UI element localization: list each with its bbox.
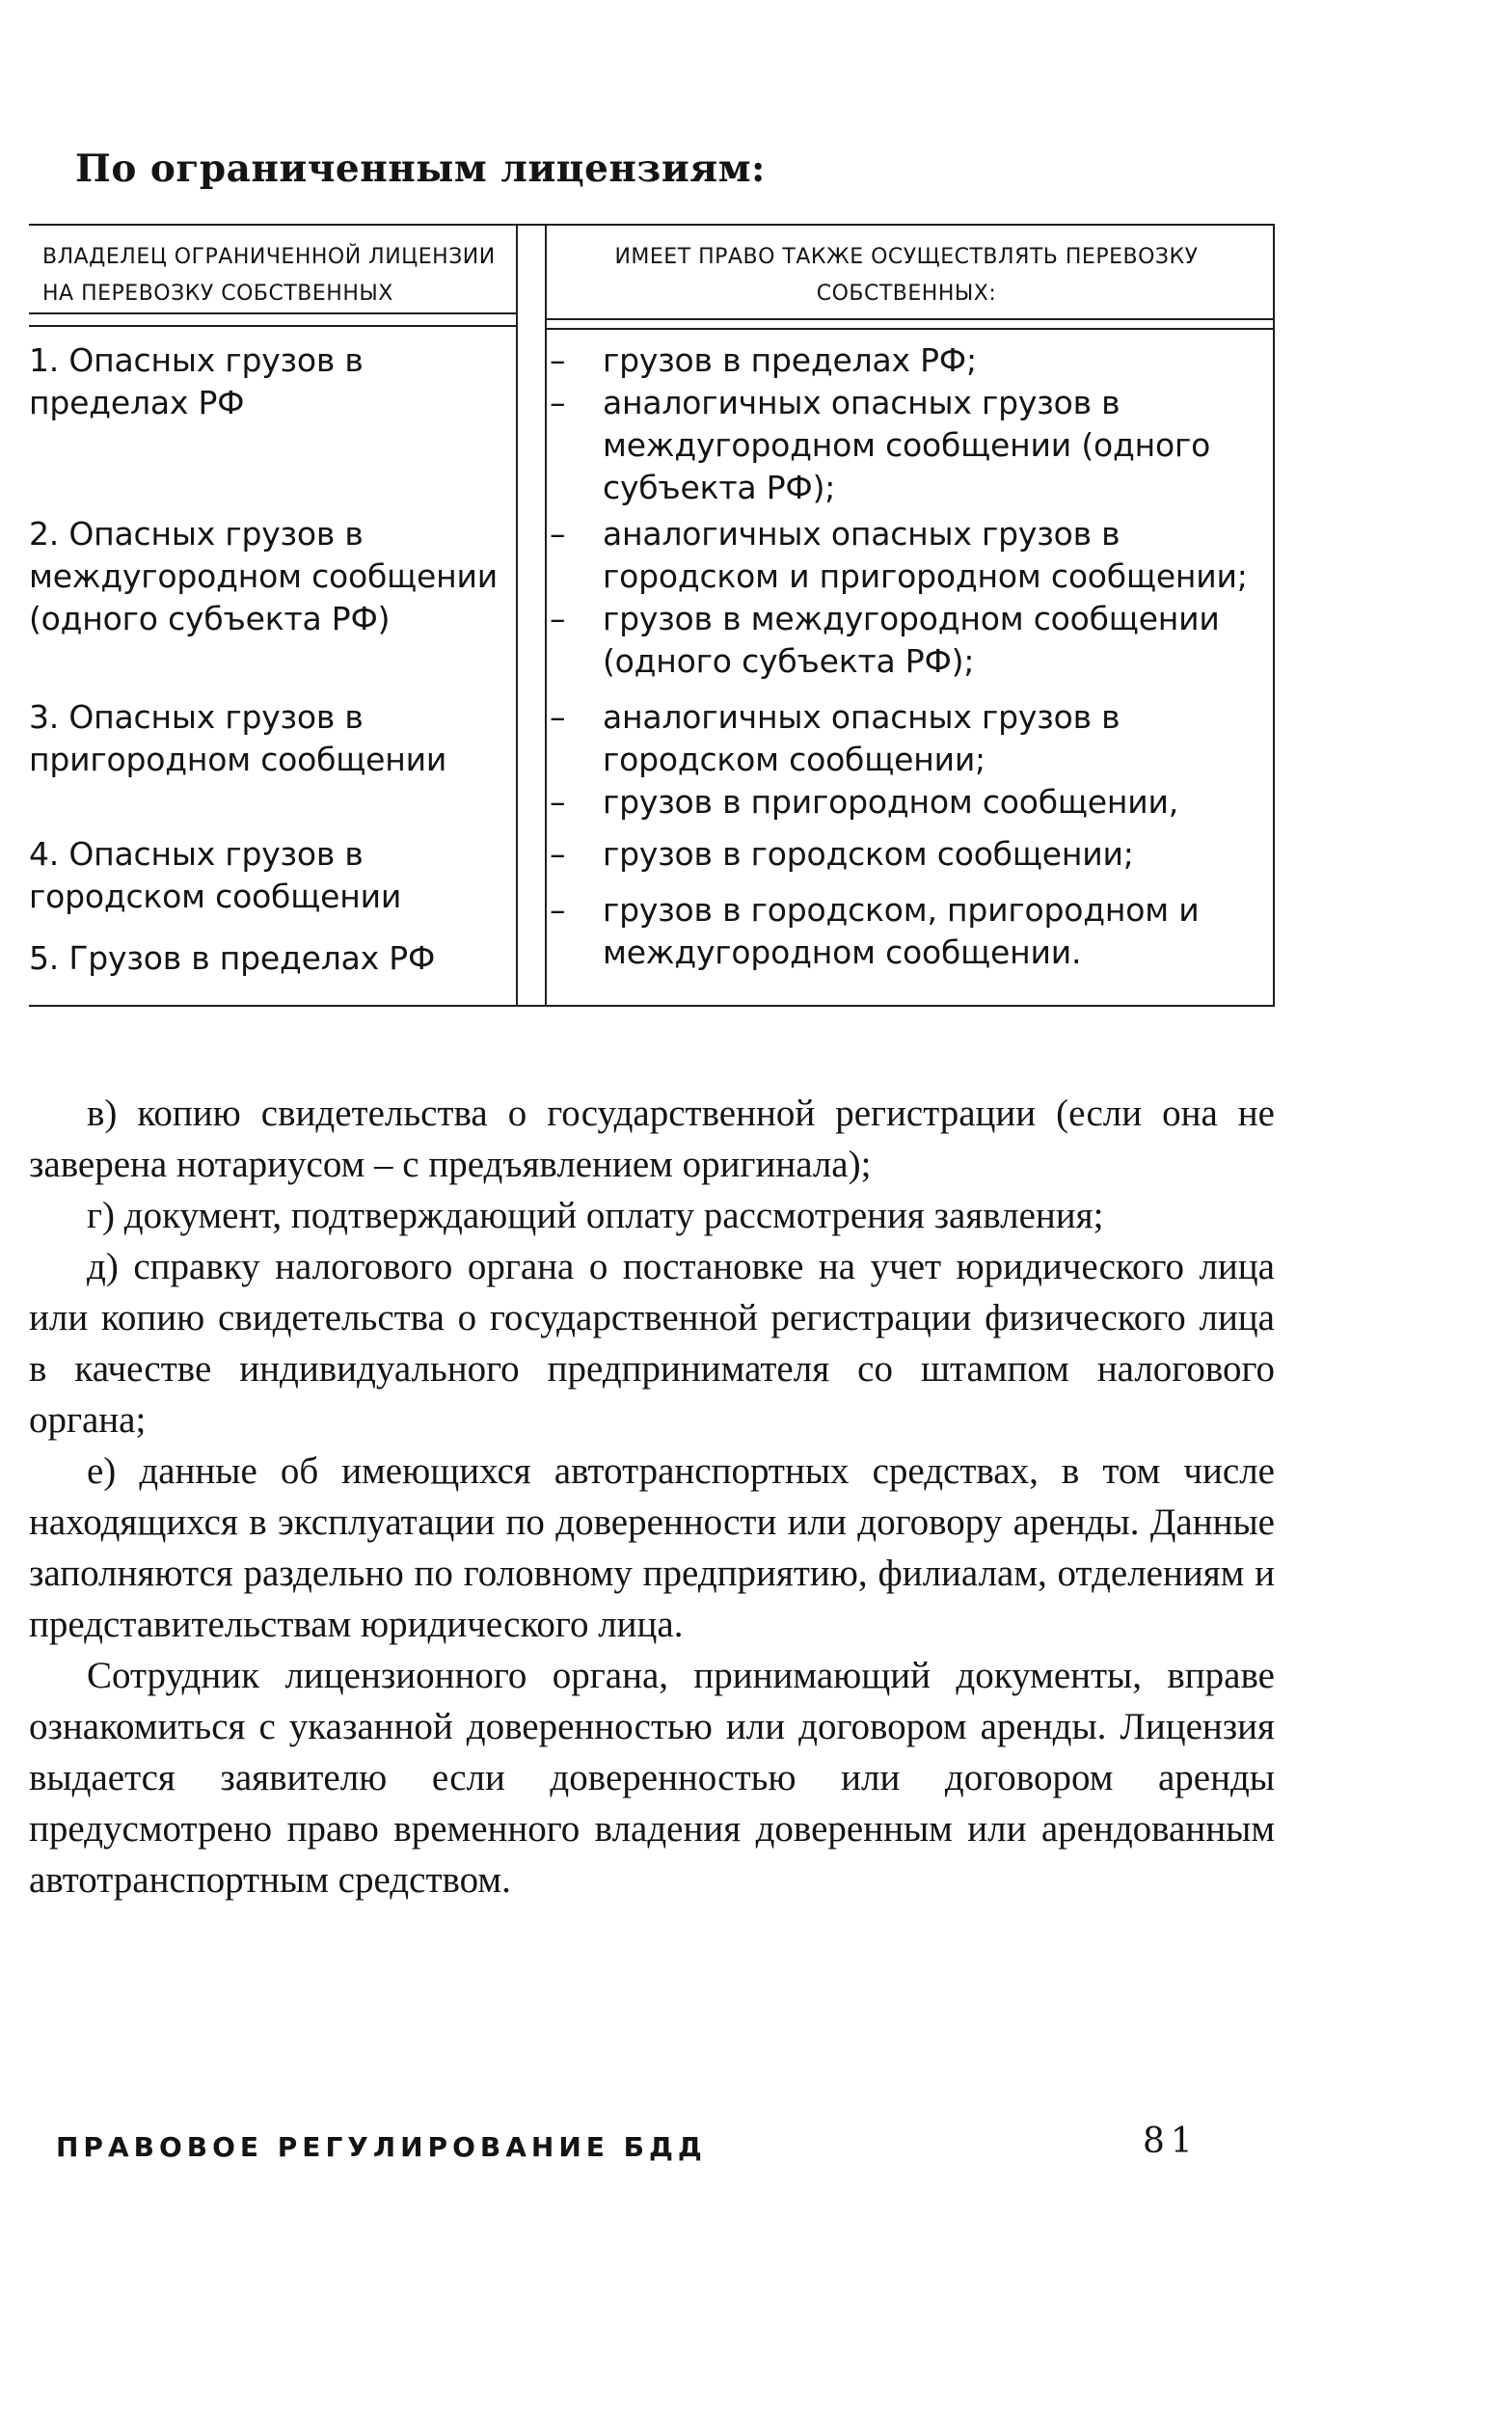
row-1-right-2: – аналогичных опасных грузов в междугородном сообщении (одного субъекта РФ); <box>550 384 1211 506</box>
dash-mark: – <box>550 341 566 379</box>
page-number: 81 <box>1143 2122 1199 2161</box>
dash-mark: – <box>550 698 566 736</box>
row-4-right-1: – грузов в городском сообщении; <box>550 833 1273 876</box>
row-5-license: 5. Грузов в пределах РФ <box>29 939 436 977</box>
row-1-license: 1. Опасных грузов в пределах РФ <box>29 341 364 421</box>
paragraph-employee: Сотрудник лицензионного органа, принимающий документы, вправе ознакомиться с указанной доверенностью или договором аренды. Лицензия выдается заявителю если доверенностью или договором аренды предусмотрено право временного владения доверенным или арендованным автотранспортным средством. <box>29 1655 1275 1901</box>
table-left-header-divider <box>29 325 516 327</box>
row-1-right-1: – грузов в пределах РФ; <box>550 339 1273 382</box>
body-text <box>29 1088 1275 1906</box>
table-header-rule-left <box>29 312 516 314</box>
table-header-owner: ВЛАДЕЛЕЦ ОГРАНИЧЕННОЙ ЛИЦЕНЗИИ НА ПЕРЕВОЗКУ СОБСТВЕННЫХ <box>42 245 496 306</box>
dash-mark: – <box>550 891 566 929</box>
table-bottom-rule <box>29 1005 1275 1007</box>
row-5-right-1: – грузов в городском, пригородном и междугородном сообщении. <box>550 891 1200 971</box>
dash-mark: – <box>550 600 566 637</box>
row-2-right-2: – грузов в междугородном сообщении (одного субъекта РФ); <box>550 600 1220 680</box>
table-header-rights: ИМЕЕТ ПРАВО ТАКЖЕ ОСУЩЕСТВЛЯТЬ ПЕРЕВОЗКУ СОБСТВЕННЫХ: <box>614 245 1199 306</box>
row-3-right-2: – грузов в пригородном сообщении, <box>550 781 1273 824</box>
row-3-right-1: – аналогичных опасных грузов в городском сообщении; <box>550 698 1120 778</box>
table-right-box-top <box>545 328 1273 330</box>
running-footer-title: ПРАВОВОЕ РЕГУЛИРОВАНИЕ БДД <box>56 2131 707 2163</box>
table-right-box-right <box>1273 224 1275 1005</box>
paragraph-v: в) копию свидетельства о государственной регистрации (если она не заверена нотариусом – с предъявлением оригинала); <box>29 1093 1275 1185</box>
page-heading: По ограниченным лицензиям: <box>75 147 766 191</box>
dash-mark: – <box>550 515 566 553</box>
paragraph-g: г) документ, подтверждающий оплату рассмотрения заявления; <box>87 1195 1104 1236</box>
table-header-rule-right <box>545 318 1273 320</box>
dash-mark: – <box>550 783 566 821</box>
table-right-box-left <box>545 224 547 1005</box>
license-table <box>29 224 1275 1007</box>
paragraph-e: е) данные об имеющихся автотранспортных средствах, в том числе находящихся в эксплуатации по доверенности или договору аренды. Данные заполняются раздельно по головному предприятию, филиалам, отделениям и представительствам юридического лица. <box>29 1450 1275 1645</box>
table-top-rule <box>29 224 1273 226</box>
row-4-license: 4. Опасных грузов в городском сообщении <box>29 835 402 915</box>
table-column-divider <box>516 224 518 1005</box>
dash-mark: – <box>550 384 566 421</box>
row-2-right-1: – аналогичных опасных грузов в городском и пригородном сообщении; <box>550 515 1248 595</box>
row-3-license: 3. Опасных грузов в пригородном сообщении <box>29 698 447 778</box>
row-2-license: 2. Опасных грузов в междугородном сообщении (одного субъекта РФ) <box>29 515 499 637</box>
dash-mark: – <box>550 835 566 873</box>
paragraph-d: д) справку налогового органа о постановке на учет юридического лица или копию свидетельства о государственной регистрации физического лица в качестве индивидуального предпринимателя со штампом налогового органа; <box>29 1246 1275 1441</box>
